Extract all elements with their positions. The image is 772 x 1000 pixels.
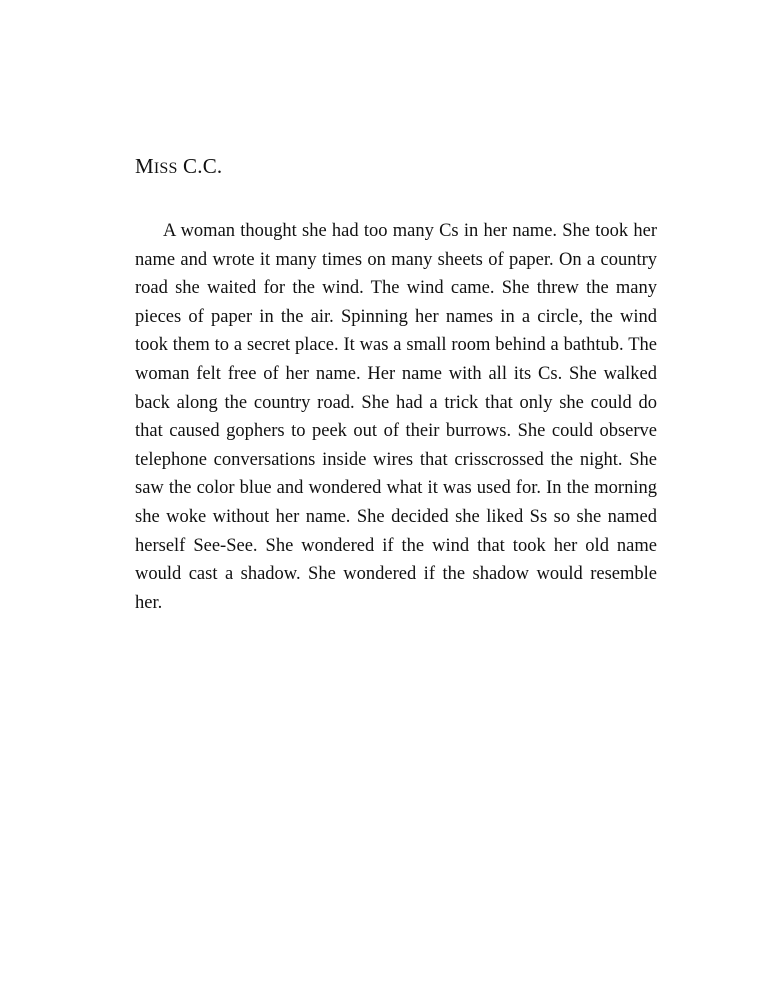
title-smallcaps: ISS — [153, 160, 178, 177]
title-rest: C.C. — [177, 154, 223, 178]
title-initial: M — [135, 154, 154, 178]
story-title — [135, 152, 222, 183]
story-paragraph: A woman thought she had too many Cs in her name. She took her name and wrote it many times on many sheets of paper. On a country road she waited for the wind. The wind came. She threw the many pieces of paper in the air. Spinning her names in a circle, the wind took them to a secret place. It was a small room behind a bathtub. The woman felt free of her name. Her name with all its Cs. She walked back along the country road. She had a trick that only she could do that caused gophers to peek out of their burrows. She could observe telephone conversations inside wires that crisscrossed the night. She saw the color blue and wondered what it was used for. In the morning she woke without her name. She decided she liked Ss so she named herself See-See. She wondered if the wind that took her old name would cast a shadow. She wondered if the shadow would resemble her. — [135, 221, 657, 613]
